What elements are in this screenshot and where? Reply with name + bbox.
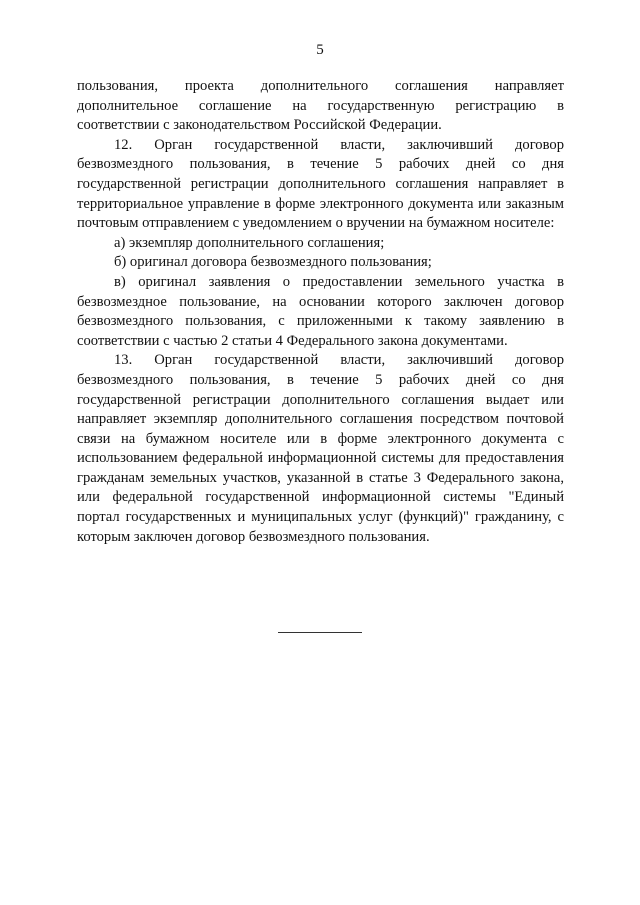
paragraph-item-13: 13. Орган государственной власти, заключивший договор безвозмездного пользования, в течение 5 рабочих дней со дня государственной регистрации дополнительного соглашения выдает или направляет экземпляр дополнительного соглашения посредством почтовой связи на бумажном носителе или в форме электронного документа с использованием федеральной информационной системы для предоставления гражданам земельных участков, указанной в статье 3 Федерального закона, или федеральной государственной информационной системы "Единый портал государственных и муниципальных услуг (функций)" гражданину, с которым заключен договор безвозмездного пользования. bbox=[77, 352, 564, 545]
paragraph-subitem-a: а) экземпляр дополнительного соглашения; bbox=[114, 234, 385, 251]
paragraph-continuation: пользования, проекта дополнительного соглашения направляет дополнительное соглашение на государственную регистрацию в соответствии с законодательством Российской Федерации. bbox=[77, 78, 564, 134]
page-number: 5 bbox=[316, 42, 324, 58]
paragraph-subitem-v: в) оригинал заявления о предоставлении земельного участка в безвозмездное пользование, на основании которого заключен договор безвозмездного пользования, с приложенными к такому заявлению в соответствии с частью 2 статьи 4 Федерального закона документами. bbox=[77, 273, 564, 349]
end-divider bbox=[278, 632, 362, 633]
paragraph-item-12: 12. Орган государственной власти, заключивший договор безвозмездного пользования, в течение 5 рабочих дней со дня государственной регистрации дополнительного соглашения направляет в территориальное управление в форме электронного документа или заказным почтовым отправлением с уведомлением о вручении на бумажном носителе: bbox=[77, 136, 564, 232]
document-body bbox=[77, 77, 564, 547]
paragraph-subitem-b: б) оригинал договора безвозмездного пользования; bbox=[114, 254, 432, 271]
